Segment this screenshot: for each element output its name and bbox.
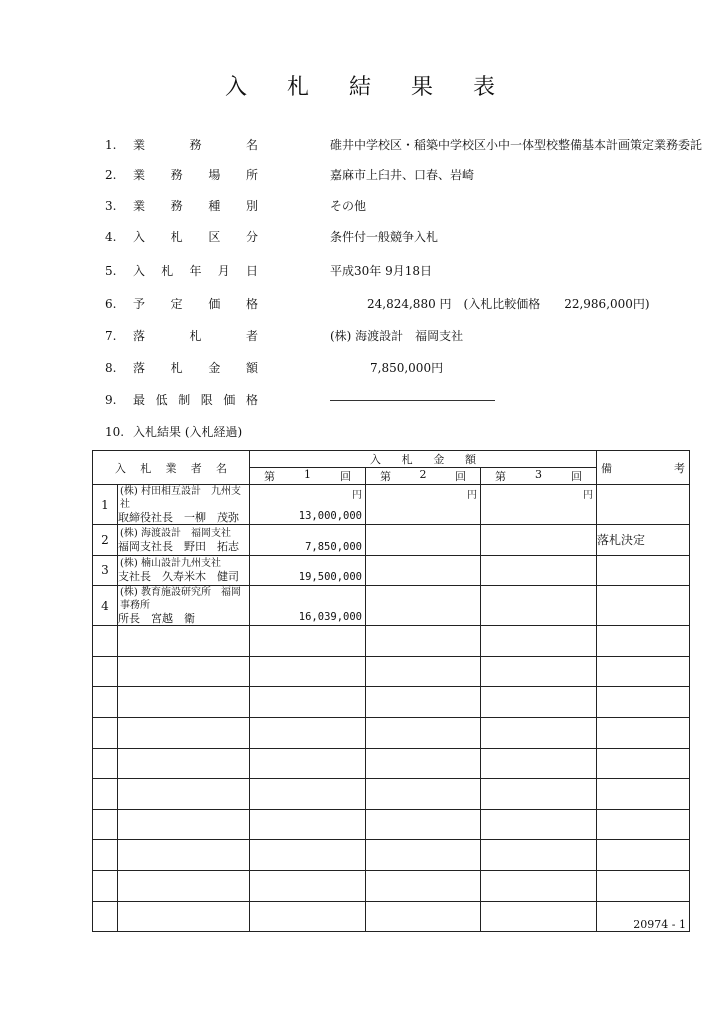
empty-cell xyxy=(366,870,481,901)
remarks-header xyxy=(597,451,690,485)
info-label-char: 日 xyxy=(245,264,258,278)
table-row-empty xyxy=(93,626,690,657)
info-label xyxy=(133,136,258,154)
empty-cell xyxy=(366,687,481,718)
info-label-char: 者 xyxy=(245,329,258,343)
round-header-char: 3 xyxy=(535,468,542,481)
remark-cell xyxy=(597,586,690,626)
representative-name: 所長 宮越 衛 xyxy=(118,612,195,626)
info-label-char: 入札結果 (入札経過) xyxy=(133,425,243,439)
info-label-char: 予 xyxy=(133,297,146,311)
info-label-char: 業 xyxy=(133,199,146,213)
empty-cell xyxy=(597,779,690,810)
round-header-char: 第 xyxy=(380,470,391,483)
row-number: 1 xyxy=(93,485,118,525)
bidder-header-char: 者 xyxy=(190,461,202,475)
round-header-char: 第 xyxy=(495,470,506,483)
empty-cell xyxy=(481,717,597,748)
bid-amount-value: 7,850,000 xyxy=(305,540,362,553)
table-row xyxy=(93,525,690,556)
bid-amount-round2 xyxy=(366,555,481,586)
empty-cell xyxy=(118,901,250,932)
info-label-char: 入 xyxy=(133,264,146,278)
empty-cell xyxy=(366,809,481,840)
table-row xyxy=(93,555,690,586)
info-number: 4. xyxy=(105,230,117,244)
yen-unit: 円 xyxy=(467,490,477,501)
representative-name: 支社長 久寿米木 健司 xyxy=(118,570,239,584)
info-label xyxy=(133,359,258,377)
table-row-empty xyxy=(93,779,690,810)
empty-cell xyxy=(597,717,690,748)
title-char: 入 xyxy=(224,75,247,100)
info-label xyxy=(133,197,258,215)
info-value: その他 xyxy=(330,199,367,213)
info-label xyxy=(133,327,258,345)
company-name: (株) 楠山設計九州支社 xyxy=(120,558,221,570)
empty-cell xyxy=(93,840,118,871)
empty-cell xyxy=(481,656,597,687)
title-char: 表 xyxy=(472,75,495,100)
empty-cell xyxy=(481,779,597,810)
info-number: 8. xyxy=(105,361,117,375)
empty-cell xyxy=(250,779,366,810)
info-number: 3. xyxy=(105,199,117,213)
bidder-name-cell xyxy=(118,586,250,626)
remark-cell: 落札決定 xyxy=(597,525,690,556)
info-label-char: 務 xyxy=(170,199,183,213)
empty-cell xyxy=(93,717,118,748)
info-number: 9. xyxy=(105,393,117,407)
info-label-char: 場 xyxy=(208,168,221,182)
info-label-char: 分 xyxy=(245,230,258,244)
bid-amount-round3 xyxy=(481,525,597,556)
amount-header-char: 入 xyxy=(370,453,381,466)
placeholder-line xyxy=(330,400,495,401)
empty-cell xyxy=(597,809,690,840)
info-label-char: 最 xyxy=(133,393,146,407)
empty-cell xyxy=(118,656,250,687)
empty-cell xyxy=(366,779,481,810)
info-label-char: 札 xyxy=(161,264,174,278)
empty-cell xyxy=(366,656,481,687)
empty-cell xyxy=(250,901,366,932)
info-label-char: 区 xyxy=(208,230,221,244)
info-label-char: 限 xyxy=(200,393,213,407)
info-value: 平成30年 9月18日 xyxy=(330,264,432,278)
title-char: 札 xyxy=(286,75,309,100)
info-label-char: 格 xyxy=(245,297,258,311)
remark-cell xyxy=(597,485,690,525)
bid-amount-round1 xyxy=(250,525,366,556)
info-label-char: 札 xyxy=(189,329,202,343)
info-label-char: 金 xyxy=(208,361,221,375)
empty-cell xyxy=(250,626,366,657)
table-row-empty xyxy=(93,870,690,901)
company-name: (株) 海渡設計 福岡支社 xyxy=(120,527,231,539)
info-label-char: 務 xyxy=(170,168,183,182)
info-label-char: 定 xyxy=(170,297,183,311)
info-value: 24,824,880 円 (入札比較価格 22,986,000円) xyxy=(367,297,650,311)
info-value: 条件付一般競争入札 xyxy=(330,230,439,244)
empty-cell xyxy=(250,870,366,901)
info-number: 7. xyxy=(105,329,117,343)
remarks-header-char: 考 xyxy=(674,461,685,475)
empty-cell xyxy=(250,656,366,687)
info-value: 嘉麻市上臼井、口春、岩崎 xyxy=(330,168,475,182)
table-row-empty xyxy=(93,840,690,871)
empty-cell xyxy=(250,809,366,840)
yen-unit: 円 xyxy=(583,490,593,501)
empty-cell xyxy=(366,748,481,779)
round-header-char: 2 xyxy=(419,468,427,481)
bid-amount-round1 xyxy=(250,555,366,586)
bidder-header-char: 名 xyxy=(216,461,227,475)
empty-cell xyxy=(93,809,118,840)
empty-cell xyxy=(366,901,481,932)
round-header-char: 第 xyxy=(264,470,275,483)
empty-cell xyxy=(118,687,250,718)
empty-cell xyxy=(118,840,250,871)
bid-amount-value: 16,039,000 xyxy=(298,611,362,624)
bidder-header-char: 業 xyxy=(165,461,177,475)
empty-cell xyxy=(481,840,597,871)
bidder-name-cell xyxy=(118,525,250,556)
info-label-char: 低 xyxy=(155,393,168,407)
bid-amount-round1 xyxy=(250,586,366,626)
bidder-name-cell xyxy=(118,485,250,525)
document-code: 20974 - 1 xyxy=(633,918,686,931)
empty-cell xyxy=(481,870,597,901)
remarks-header-char: 備 xyxy=(601,461,612,475)
round-3-header xyxy=(481,468,597,485)
table-row-empty xyxy=(93,748,690,779)
representative-name: 福岡支社長 野田 拓志 xyxy=(118,539,239,553)
empty-cell xyxy=(250,840,366,871)
empty-cell xyxy=(366,717,481,748)
bidder-name-cell xyxy=(118,555,250,586)
info-label xyxy=(133,391,258,409)
amount-header-char: 額 xyxy=(464,453,476,466)
empty-cell xyxy=(118,717,250,748)
round-1-header xyxy=(250,468,366,485)
empty-cell xyxy=(118,748,250,779)
info-label-char: 額 xyxy=(245,361,258,375)
info-label-char: 務 xyxy=(189,138,202,152)
info-number: 10. xyxy=(105,425,125,439)
info-label-char: 札 xyxy=(170,361,183,375)
round-header-char: 回 xyxy=(571,470,582,483)
empty-cell xyxy=(250,717,366,748)
empty-cell xyxy=(250,748,366,779)
info-label-char: 価 xyxy=(223,393,236,407)
info-label xyxy=(133,262,258,280)
empty-cell xyxy=(93,779,118,810)
bid-amount-round2 xyxy=(366,485,481,525)
table-row xyxy=(93,586,690,626)
table-row-empty xyxy=(93,809,690,840)
bid-amount-round3 xyxy=(481,485,597,525)
info-label-char: 名 xyxy=(245,138,258,152)
bid-amount-value: 19,500,000 xyxy=(298,571,362,584)
empty-cell xyxy=(93,870,118,901)
title-char: 果 xyxy=(410,75,433,100)
row-number: 2 xyxy=(93,525,118,556)
info-label xyxy=(133,166,258,184)
empty-cell xyxy=(93,656,118,687)
table-row-empty xyxy=(93,687,690,718)
info-label xyxy=(133,295,258,313)
empty-cell xyxy=(118,626,250,657)
empty-cell xyxy=(481,687,597,718)
info-label-char: 年 xyxy=(189,264,202,278)
info-label-char: 落 xyxy=(133,361,146,375)
round-header-char: 回 xyxy=(455,470,466,483)
info-label-char: 格 xyxy=(245,393,258,407)
round-2-header xyxy=(366,468,481,485)
bid-amount-round3 xyxy=(481,555,597,586)
bid-result-table xyxy=(92,450,690,932)
bidder-header-char: 札 xyxy=(140,461,152,475)
info-label xyxy=(133,423,258,441)
bidder-header-char: 入 xyxy=(115,461,126,475)
empty-cell xyxy=(481,901,597,932)
empty-cell xyxy=(366,626,481,657)
empty-cell xyxy=(118,809,250,840)
info-label-char: 月 xyxy=(217,264,230,278)
empty-cell xyxy=(93,901,118,932)
info-label-char: 落 xyxy=(133,329,146,343)
bid-amount-round3 xyxy=(481,586,597,626)
info-label-char: 別 xyxy=(245,199,258,213)
info-label xyxy=(133,228,258,246)
row-number: 3 xyxy=(93,555,118,586)
info-label-char: 種 xyxy=(208,199,221,213)
row-number: 4 xyxy=(93,586,118,626)
bid-amount-header xyxy=(250,451,597,468)
empty-cell xyxy=(93,687,118,718)
bid-amount-round1 xyxy=(250,485,366,525)
info-label-char: 入 xyxy=(133,230,146,244)
amount-header-char: 金 xyxy=(433,453,445,466)
empty-cell xyxy=(481,809,597,840)
title-char: 結 xyxy=(348,75,371,100)
table-row-empty xyxy=(93,656,690,687)
info-value: 7,850,000円 xyxy=(370,361,444,375)
remark-cell xyxy=(597,555,690,586)
info-number: 1. xyxy=(105,138,117,152)
empty-cell xyxy=(481,626,597,657)
company-name: (株) 村田相互設計 九州支社 xyxy=(120,486,241,510)
table-row-empty xyxy=(93,717,690,748)
empty-cell xyxy=(93,748,118,779)
round-header-char: 回 xyxy=(340,470,351,483)
empty-cell xyxy=(118,779,250,810)
info-label-char: 価 xyxy=(208,297,221,311)
empty-cell xyxy=(597,870,690,901)
info-label-char: 札 xyxy=(170,230,183,244)
page-title xyxy=(0,70,720,101)
empty-cell xyxy=(597,626,690,657)
bidder-name-header xyxy=(93,451,250,485)
bid-amount-round2 xyxy=(366,525,481,556)
empty-cell xyxy=(597,748,690,779)
yen-unit: 円 xyxy=(352,490,362,501)
empty-cell xyxy=(118,870,250,901)
info-label-char: 所 xyxy=(245,168,258,182)
info-number: 6. xyxy=(105,297,117,311)
company-name: (株) 教育施設研究所 福岡事務所 xyxy=(120,587,241,612)
empty-cell xyxy=(366,840,481,871)
info-number: 2. xyxy=(105,168,117,182)
empty-cell xyxy=(597,840,690,871)
amount-header-char: 札 xyxy=(401,453,413,466)
empty-cell xyxy=(250,687,366,718)
info-label-char: 制 xyxy=(178,393,191,407)
info-value: 碓井中学校区・稲築中学校区小中一体型校整備基本計画策定業務委託 xyxy=(330,138,703,152)
representative-name: 取締役社長 一柳 茂弥 xyxy=(118,511,239,524)
info-label-char: 業 xyxy=(133,138,146,152)
empty-cell xyxy=(481,748,597,779)
bid-amount-round2 xyxy=(366,586,481,626)
round-header-char: 1 xyxy=(304,468,311,481)
empty-cell xyxy=(597,687,690,718)
info-value: (株) 海渡設計 福岡支社 xyxy=(330,329,464,343)
info-number: 5. xyxy=(105,264,117,278)
table-row xyxy=(93,485,690,525)
info-label-char: 業 xyxy=(133,168,146,182)
empty-cell xyxy=(597,656,690,687)
bid-amount-value: 13,000,000 xyxy=(298,510,362,522)
empty-cell xyxy=(93,626,118,657)
